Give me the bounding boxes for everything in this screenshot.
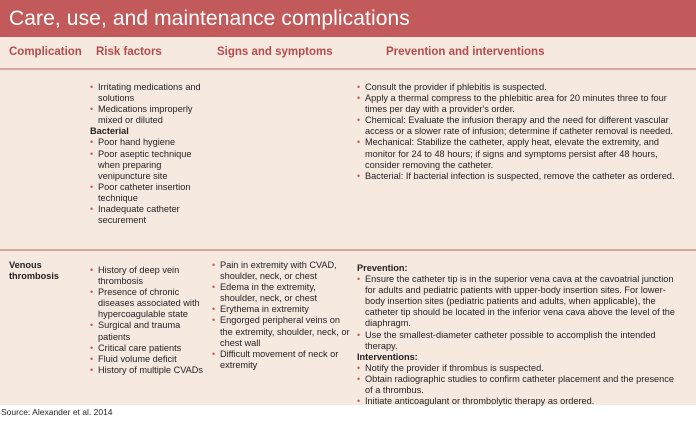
list-item: • Poor aseptic technique when preparing venipuncture site <box>90 149 210 182</box>
table-row <box>0 251 696 405</box>
list-item: • Presence of chronic diseases associated with hypercoagulable state <box>90 287 210 320</box>
list-item: • Engorged peripheral veins on the extremity, shoulder, neck, or chest wall <box>212 315 352 348</box>
signs-list <box>212 260 352 371</box>
list-item: • History of multiple CVADs <box>90 365 210 376</box>
header-signs-symptoms: Signs and symptoms <box>217 46 333 58</box>
list-item: • Difficult movement of neck or extremity <box>212 349 352 371</box>
prevention-cell <box>357 82 682 182</box>
list-item: • Chemical: Evaluate the infusion therapy and the need for different vascular access or a slower rate of infusion; determine if catheter removal is needed. <box>357 115 682 137</box>
interventions-list <box>357 363 682 407</box>
interventions-subhead: Interventions: <box>357 351 418 362</box>
signs-symptoms-cell <box>212 260 352 371</box>
list-item: • Edema in the extremity, shoulder, neck, or chest <box>212 282 352 304</box>
list-item: • Surgical and trauma patients <box>90 320 210 342</box>
list-item: • History of deep vein thrombosis <box>90 265 210 287</box>
list-item: • Critical care patients <box>90 343 210 354</box>
list-item: • Initiate anticoagulant or thrombolytic therapy as ordered. <box>357 396 682 407</box>
header-risk-factors: Risk factors <box>96 46 162 58</box>
table-title: Care, use, and maintenance complications <box>0 0 696 37</box>
list-item: • Fluid volume deficit <box>90 354 210 365</box>
risk-list <box>90 265 210 376</box>
list-item: • Erythema in extremity <box>212 304 352 315</box>
prevention-cell <box>357 263 682 407</box>
list-item: • Poor hand hygiene <box>90 137 210 148</box>
list-item: • Use the smallest-diameter catheter possible to accomplish the intended therapy. <box>357 330 682 352</box>
header-complication: Complication <box>9 46 82 58</box>
prevention-subhead: Prevention: <box>357 263 408 273</box>
risk-factors-cell <box>90 82 210 226</box>
prevention-list <box>357 274 682 352</box>
list-item: • Consult the provider if phlebitis is suspected. <box>357 82 682 93</box>
list-item: • Apply a thermal compress to the phlebitic area for 20 minutes three to four times per day with a provider's order. <box>357 93 682 115</box>
table-header <box>0 37 696 70</box>
prevention-list <box>357 82 682 182</box>
list-item: • Pain in extremity with CVAD, shoulder, neck, or chest <box>212 260 352 282</box>
list-item: • Inadequate catheter securement <box>90 204 210 226</box>
risk-list-bacterial <box>90 137 210 226</box>
list-item: • Obtain radiographic studies to confirm catheter placement and the presence of a thrombus. <box>357 374 682 396</box>
list-item: • Irritating medications and solutions <box>90 82 210 104</box>
complications-table <box>0 37 696 405</box>
complication-venous-thrombosis: Venous thrombosis <box>9 260 60 282</box>
header-prevention: Prevention and interventions <box>386 46 545 58</box>
list-item: • Poor catheter insertion technique <box>90 182 210 204</box>
table-row <box>0 70 696 251</box>
list-item: • Mechanical: Stabilize the catheter, apply heat, elevate the extremity, and monitor for 24 to 48 hours; if signs and symptoms persist after 48 hours, consider removing the catheter. <box>357 137 682 170</box>
list-item: • Medications improperly mixed or diluted <box>90 104 210 126</box>
list-item: • Notify the provider if thrombus is suspected. <box>357 363 682 374</box>
risk-factors-cell <box>90 265 210 376</box>
list-item: • Ensure the catheter tip is in the superior vena cava at the cavoatrial junction for adults and pediatric patients with upper-body insertion sites. For lower-body insertion sites (pediatric patients and adults, when applicable), the catheter tip should be located in the inferior vena cava above the level of the diaphragm. <box>357 274 682 329</box>
list-item: • Bacterial: If bacterial infection is suspected, remove the catheter as ordered. <box>357 171 682 182</box>
risk-list-top <box>90 82 210 126</box>
source-note: Source: Alexander et al. 2014 <box>1 407 113 417</box>
risk-subhead-bacterial: Bacterial <box>90 126 129 137</box>
